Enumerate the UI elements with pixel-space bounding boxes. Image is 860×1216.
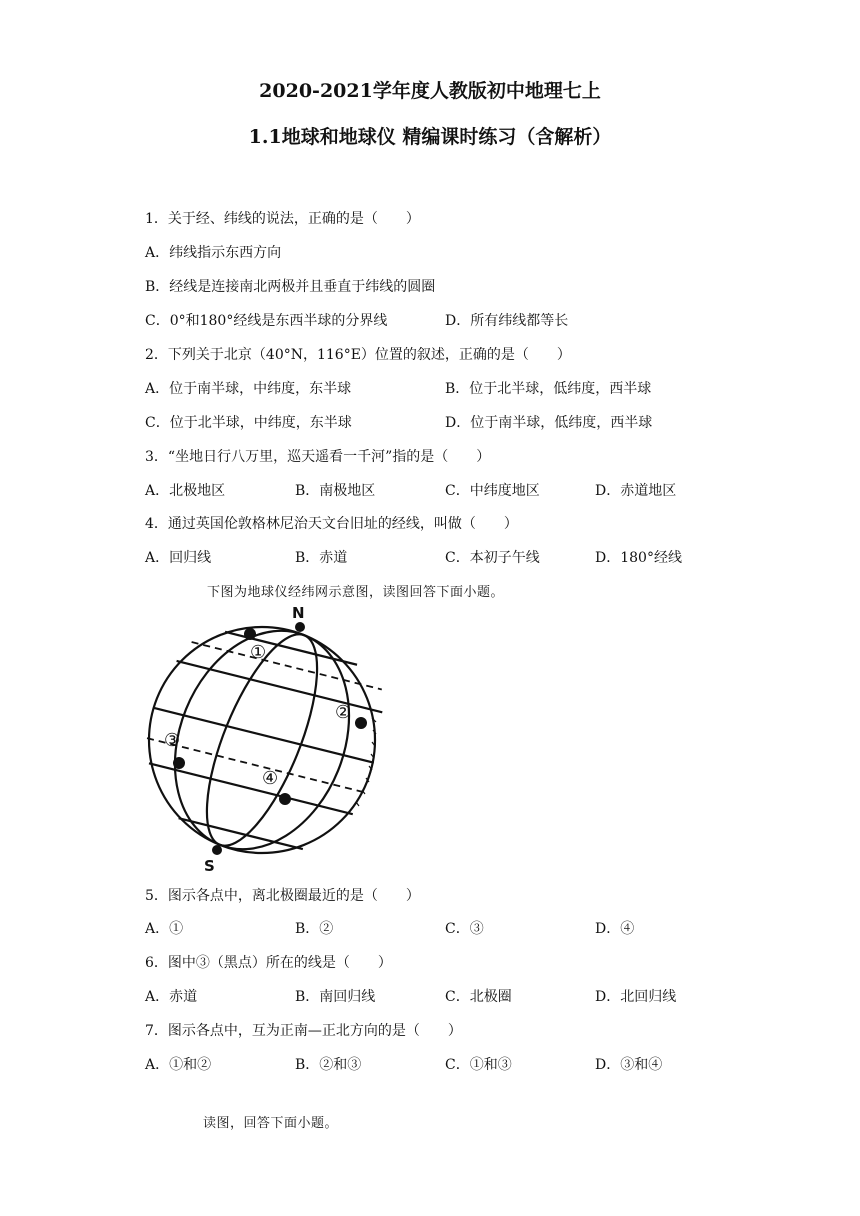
point-1-label: ① (250, 642, 267, 663)
question-7-stem: 7．图示各点中，互为正南—正北方向的是（ ） (145, 1023, 462, 1039)
question-3-option-c: C．中纬度地区 (445, 483, 540, 499)
document-title-line2: 1.1地球和地球仪 精编课时练习（含解析） (248, 126, 612, 148)
question-4-stem: 4．通过英国伦敦格林尼治天文台旧址的经线，叫做（ ） (145, 516, 518, 532)
pole-south-dot (212, 845, 222, 855)
question-6-option-a: A．赤道 (145, 989, 198, 1005)
point-1-dot (244, 628, 256, 640)
question-6-stem: 6．图中③（黑点）所在的线是（ ） (145, 955, 392, 971)
question-7-option-a: A．①和② (145, 1057, 212, 1073)
question-7-option-c: C．①和③ (445, 1057, 512, 1073)
point-3-label: ③ (164, 730, 181, 751)
parallel-2 (177, 661, 383, 712)
question-3-option-a: A．北极地区 (145, 483, 226, 499)
pole-north-dot (295, 622, 305, 632)
question-3-option-b: B．南极地区 (295, 483, 376, 499)
question-5-option-a: A．① (145, 921, 184, 937)
question-1-option-b: B．经线是连接南北两极并且垂直于纬线的圆圈 (145, 279, 436, 295)
question-1-option-c: C．0°和180°经线是东西半球的分界线 (145, 313, 388, 329)
question-3-stem: 3．“坐地日行八万里，巡天遥看一千河”指的是（ ） (145, 449, 491, 465)
question-4-option-c: C．本初子午线 (445, 550, 540, 566)
figure-intro-text: 下图为地球仪经纬网示意图，读图回答下面小题。 (207, 585, 505, 600)
north-pole-label: N (292, 604, 305, 622)
question-2-option-c: C．位于北半球，中纬度，东半球 (145, 415, 352, 431)
question-4-option-d: D．180°经线 (595, 550, 682, 566)
point-4-dot (279, 793, 291, 805)
question-4-option-a: A．回归线 (145, 550, 212, 566)
question-1-stem: 1．关于经、纬线的说法，正确的是（ ） (145, 211, 420, 227)
question-5-option-b: B．② (295, 921, 334, 937)
globe-graticule-figure (140, 600, 400, 875)
question-6-option-c: C．北极圈 (445, 989, 512, 1005)
question-1-option-d: D．所有纬线都等长 (445, 313, 569, 329)
question-6-option-d: D．北回归线 (595, 989, 677, 1005)
question-2-option-d: D．位于南半球，低纬度，西半球 (445, 415, 653, 431)
question-5-stem: 5．图示各点中，离北极圈最近的是（ ） (145, 888, 420, 904)
question-7-option-b: B．②和③ (295, 1057, 362, 1073)
read-figure-note: 读图，回答下面小题。 (203, 1116, 339, 1131)
question-2-stem: 2．下列关于北京（40°N，116°E）位置的叙述，正确的是（ ） (145, 347, 571, 363)
question-3-option-d: D．赤道地区 (595, 483, 677, 499)
question-5-option-d: D．④ (595, 921, 635, 937)
question-4-option-b: B．赤道 (295, 550, 348, 566)
question-6-option-b: B．南回归线 (295, 989, 376, 1005)
point-3-dot (173, 757, 185, 769)
point-4-label: ④ (262, 768, 279, 789)
document-title-line1: 2020-2021学年度人教版初中地理七上 (259, 80, 601, 102)
question-7-option-d: D．③和④ (595, 1057, 663, 1073)
dashed-parallel-north (192, 642, 382, 689)
point-2-label: ② (335, 702, 352, 723)
question-5-option-c: C．③ (445, 921, 484, 937)
south-pole-label: S (204, 857, 215, 875)
question-2-option-b: B．位于北半球，低纬度，西半球 (445, 381, 652, 397)
question-1-option-a: A．纬线指示东西方向 (145, 245, 282, 261)
question-2-option-a: A．位于南半球，中纬度，东半球 (145, 381, 352, 397)
parallel-4 (149, 763, 353, 814)
point-2-dot (355, 717, 367, 729)
